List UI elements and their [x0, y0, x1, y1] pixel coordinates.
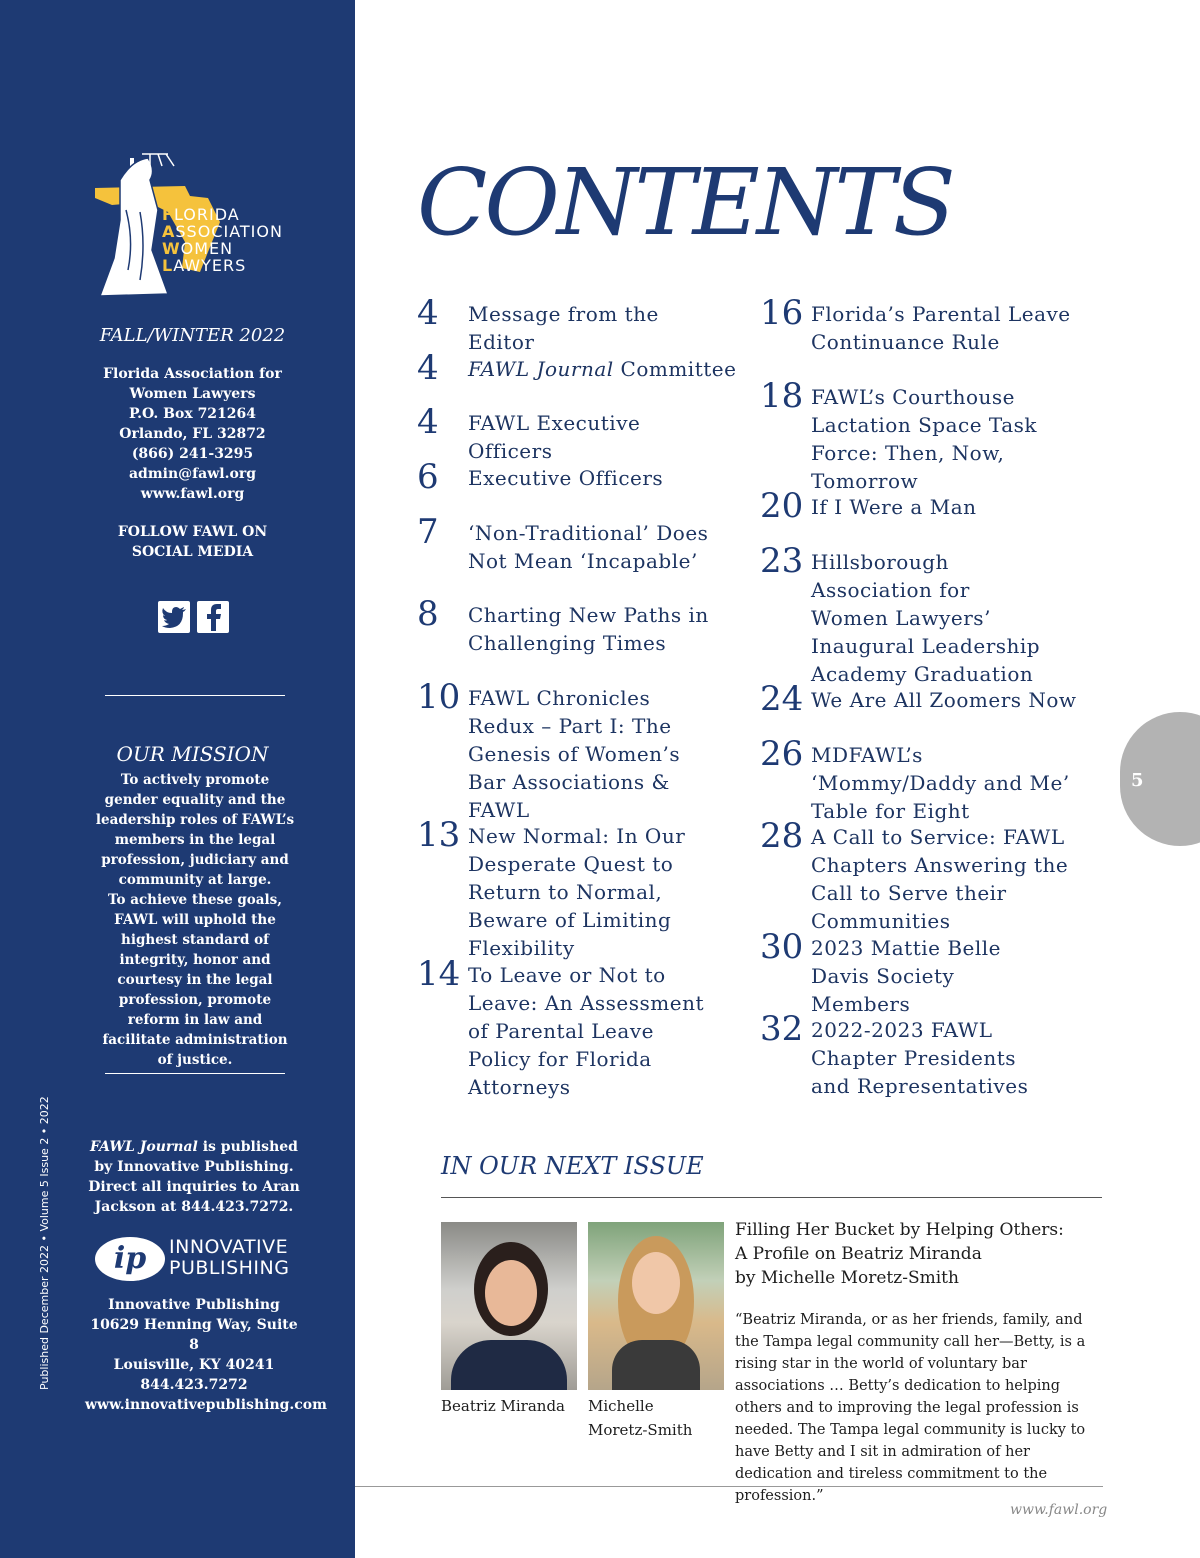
toc-title: Charting New Paths in Challenging Times: [468, 603, 709, 655]
toc-page-number: 4: [417, 348, 439, 388]
twitter-icon[interactable]: [158, 601, 190, 633]
portrait-michelle-moretz-smith: [588, 1222, 724, 1390]
website-link[interactable]: www.fawl.org: [140, 486, 245, 502]
toc-page-number: 13: [417, 815, 461, 855]
toc-page-number: 24: [760, 679, 804, 719]
page-number: 5: [1131, 770, 1144, 791]
toc-title: If I Were a Man: [811, 495, 977, 519]
toc-page-number: 28: [760, 816, 804, 856]
mission-text: To actively promote gender equality and the leadership roles of FAWL’s members in the legal profession, judiciary and community at large.: [95, 772, 295, 888]
footer-divider: [355, 1486, 1103, 1487]
toc-title: A Call to Service: FAWL Chapters Answering the Call to Serve their Communities: [811, 825, 1069, 933]
mission-goals: To achieve these goals, FAWL will uphold the highest standard of integrity, honor and courtesy in the legal profession, promote reform in law and facilitate administration of justice.: [102, 892, 288, 1068]
social-links: [158, 601, 229, 633]
issue-label: FALL/WINTER 2022: [99, 325, 286, 346]
toc-page-number: 30: [760, 927, 804, 967]
publisher-website-link[interactable]: www.innovativepublishing.com: [85, 1397, 327, 1413]
divider: [105, 1073, 285, 1074]
publication-note: Published December 2022 • Volume 5 Issue 2 • 2022: [38, 1096, 51, 1390]
toc-title: FAWL Chronicles Redux – Part I: The Genesis of Women’s Bar Associations & FAWL: [468, 686, 681, 822]
mission-title: OUR MISSION: [116, 742, 269, 766]
toc-page-number: 10: [417, 677, 461, 717]
toc-title: MDFAWL’s ‘Mommy/Daddy and Me’ Table for Eight: [811, 743, 1070, 823]
toc-title: 2023 Mattie Belle Davis Society Members: [811, 936, 1001, 1016]
toc-title: We Are All Zoomers Now: [811, 688, 1077, 712]
ip-mark: ip: [95, 1237, 165, 1281]
photo-caption: Michelle Moretz-Smith: [588, 1397, 693, 1439]
toc-page-number: 14: [417, 954, 461, 994]
toc-page-number: 7: [417, 512, 439, 552]
next-issue-heading: IN OUR NEXT ISSUE: [441, 1152, 704, 1180]
toc-title: To Leave or Not to Leave: An Assessment of Parental Leave Policy for Florida Attorneys: [468, 963, 705, 1099]
toc-title: Florida’s Parental Leave Continuance Rule: [811, 302, 1071, 354]
toc-title: ‘Non-Traditional’ Does Not Mean ‘Incapable’: [468, 521, 709, 573]
facebook-icon[interactable]: [197, 601, 229, 633]
toc-title: Message from the Editor: [468, 302, 659, 354]
toc-page-number: 8: [417, 594, 439, 634]
follow-label: FOLLOW FAWL ON SOCIAL MEDIA: [117, 524, 268, 560]
email-link[interactable]: admin@fawl.org: [128, 466, 256, 482]
toc-page-number: 4: [417, 293, 439, 333]
toc-page-number: 23: [760, 541, 804, 581]
toc-page-number: 6: [417, 457, 439, 497]
photo-caption: Beatriz Miranda: [441, 1397, 565, 1415]
toc-page-number: 4: [417, 402, 439, 442]
toc-page-number: 26: [760, 734, 804, 774]
logo-wordmark: FLORIDA ASSOCIATION WOMEN LAWYERS: [162, 205, 283, 275]
toc-title: FAWL’s Courthouse Lactation Space Task Force: Then, Now, Tomorrow: [811, 385, 1037, 493]
toc-title: Hillsborough Association for Women Lawyers’ Inaugural Leadership Academy Graduation: [811, 550, 1041, 686]
page-title: CONTENTS: [417, 149, 953, 256]
sidebar: [0, 0, 355, 1558]
divider: [105, 695, 285, 696]
story-quote: “Beatriz Miranda, or as her friends, family, and the Tampa legal community call her—Betty, is a rising star in the world of voluntary bar associations … Betty’s dedication to helping others and to improving the legal profession is needed. The Tampa legal community is lucky to have Betty and I sit in admiration of her dedication and tireless commitment to the profession.”: [735, 1312, 1086, 1504]
story-headline: Filling Her Bucket by Helping Others: A Profile on Beatriz Miranda by Michelle Moretz-Smith: [735, 1220, 1064, 1288]
toc-title: Executive Officers: [468, 466, 664, 490]
toc-title: FAWL Journal Committee: [468, 357, 737, 381]
publisher-info: FAWL Journal is published by Innovative Publishing. Direct all inquiries to Aran Jackson at 844.423.7272.: [88, 1139, 300, 1215]
innovative-publishing-logo: ip INNOVATIVE PUBLISHING: [95, 1235, 300, 1283]
contact-address: Florida Association for Women Lawyers P.O. Box 721264 Orlando, FL 32872 (866) 241-3295 admin@fawl.org www.fawl.org: [30, 364, 355, 504]
footer-website-link[interactable]: www.fawl.org: [1010, 1502, 1108, 1518]
toc-title: FAWL Executive Officers: [468, 411, 641, 463]
toc-page-number: 16: [760, 293, 804, 333]
divider: [441, 1197, 1102, 1198]
publisher-address: Innovative Publishing 10629 Henning Way, Suite 8 Louisville, KY 40241 844.423.7272 www.innovativepublishing.com: [85, 1297, 327, 1413]
toc-page-number: 18: [760, 376, 804, 416]
toc-title: 2022-2023 FAWL Chapter Presidents and Representatives: [811, 1018, 1029, 1098]
portrait-beatriz-miranda: [441, 1222, 577, 1390]
toc-page-number: 32: [760, 1009, 804, 1049]
toc-page-number: 20: [760, 486, 804, 526]
toc-title: New Normal: In Our Desperate Quest to Return to Normal, Beware of Limiting Flexibility: [468, 824, 686, 960]
